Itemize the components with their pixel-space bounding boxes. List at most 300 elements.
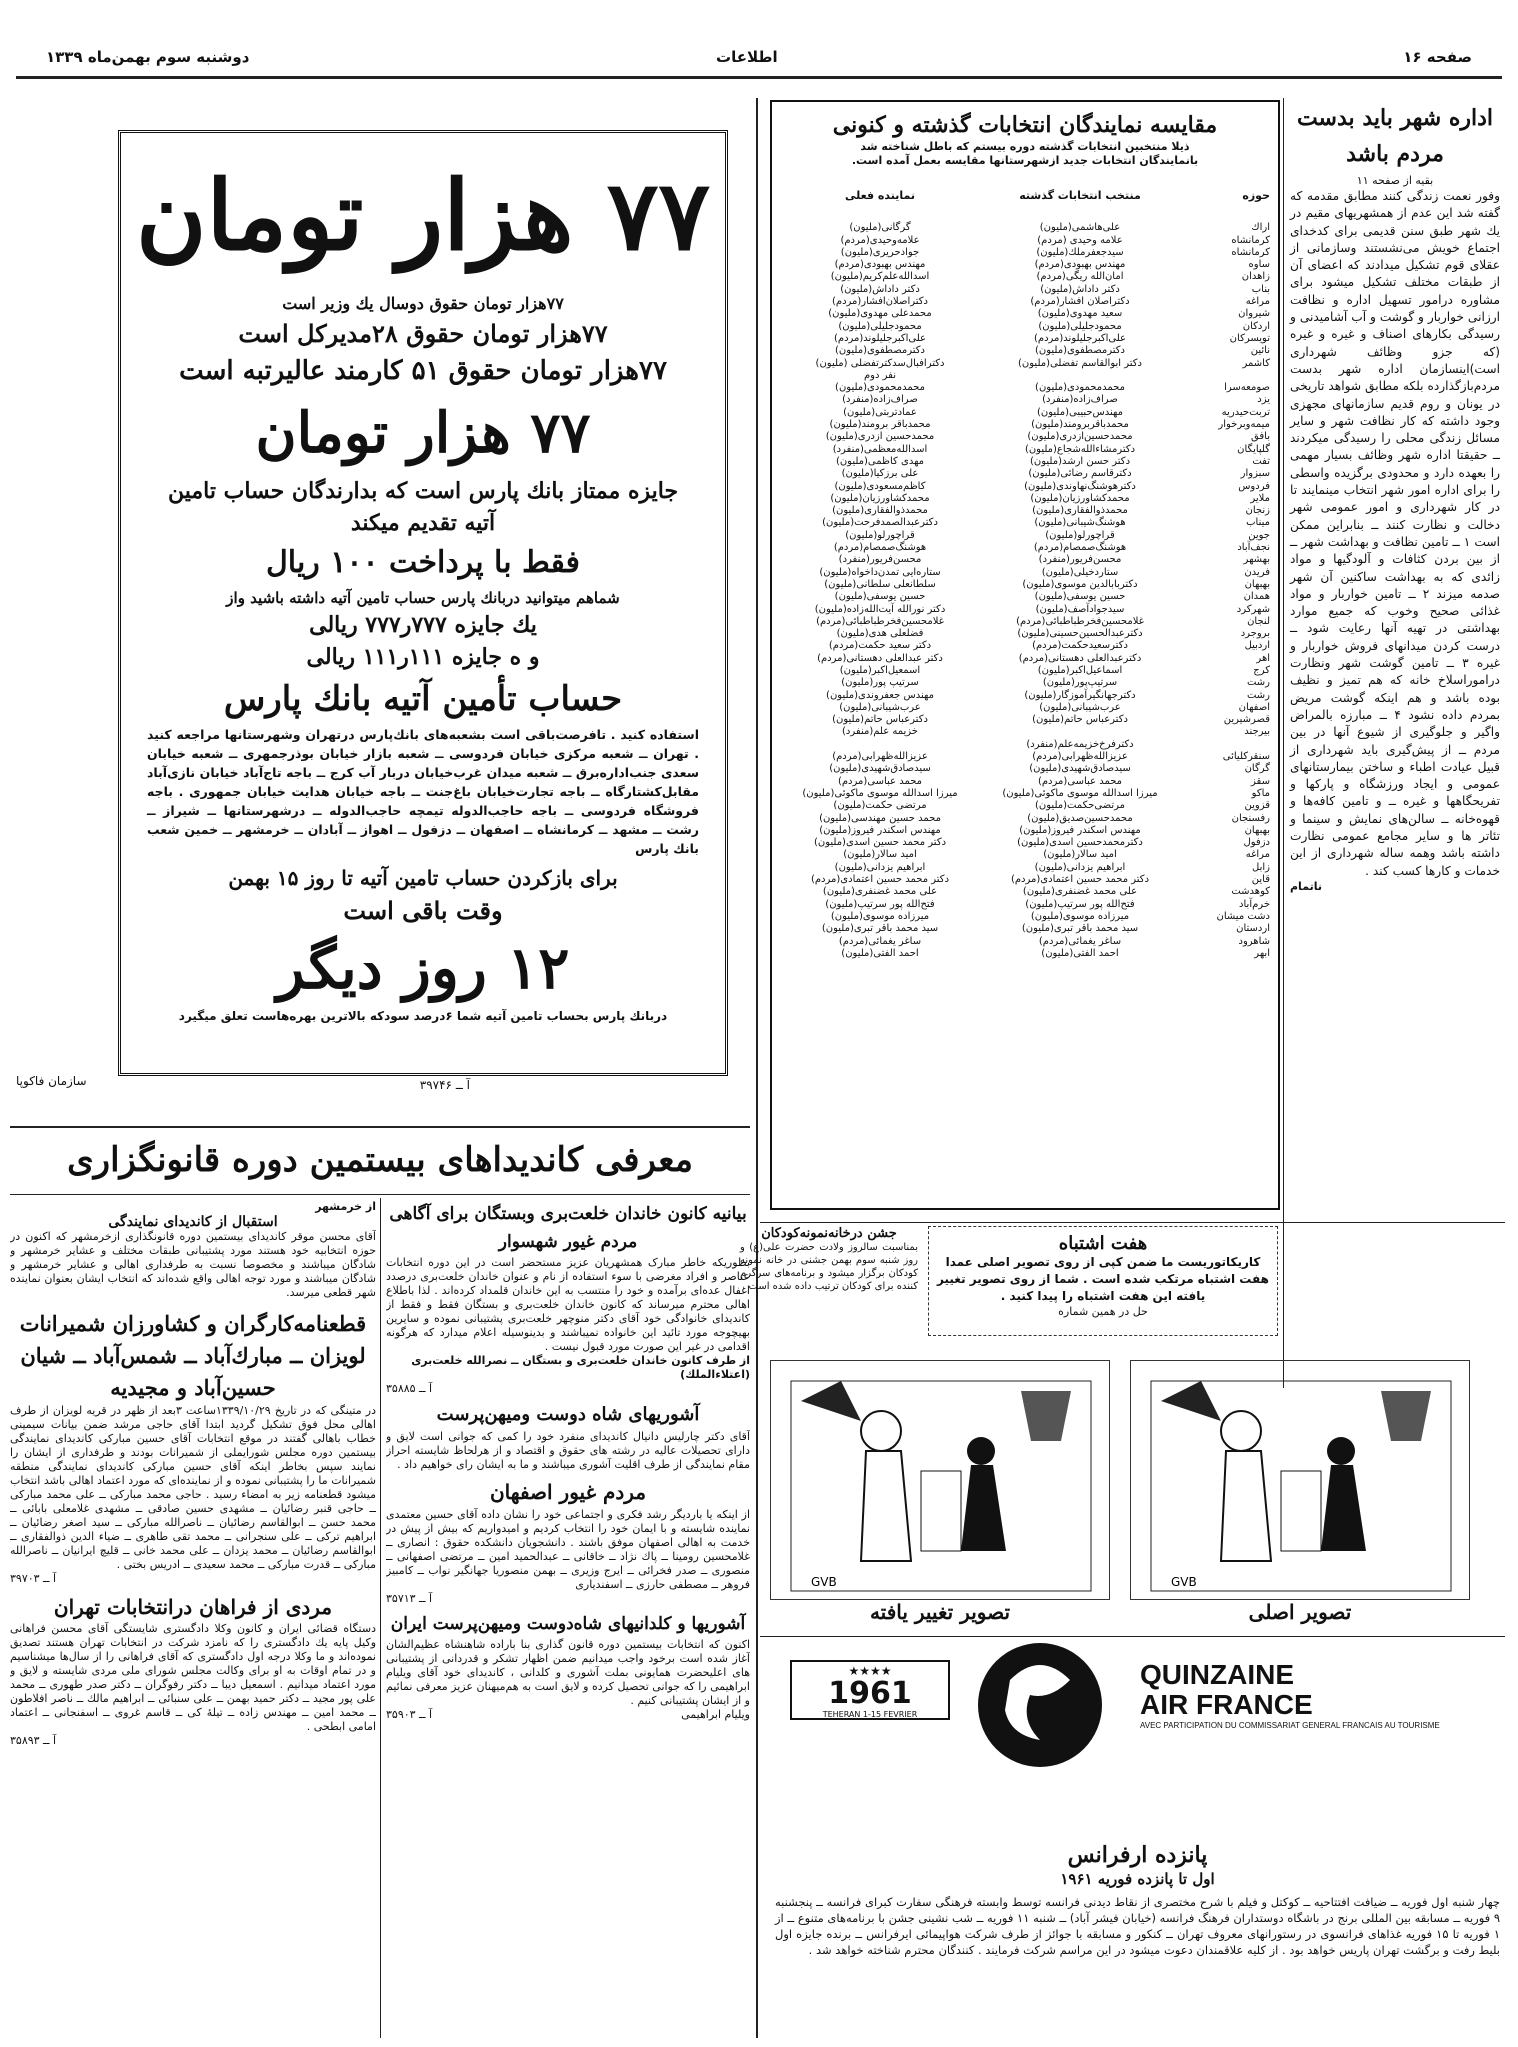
- section-rule: [760, 1636, 1505, 1637]
- row-current: اسدالله‌معظمی(منفرد): [832, 443, 928, 455]
- comparison-row: [780, 677, 1270, 689]
- row-previous: حسین یوسفی(ملیون): [1034, 591, 1126, 603]
- row-current: [780, 739, 980, 751]
- khorram-sub: استقبال از کاندیدای نمایندگی: [108, 1214, 278, 1230]
- airfrance-fa-body: چهار شنبه اول فوریه ــ ضیافت افتتاحیه ــ کوکتل و فیلم با شرح مختصری از نقاط دیدنی فرانسه توسط وابسته فرهنگی سفارت کبرای فرانسه ــ پنجشنبه ۹ فوریه ــ مسابقه بین المللی برنج در باشگاه دوستداران فرهنگ فرانسه (خیابان فیشر آباد) ــ شنبه ۱۱ فوریه ــ شب نشینی جشن با برنامه‌های متنوع ــ از ۱ فوریه تا ۱۵ فوریه غذاهای فرانسوی در رستورانهای معروف تهران ــ کنکور و مسابقه با جوائز از طرف شرکت هواپیمائی ایرفرانس ــ برنده جایزه اول بلیط رفت و برگشت تهران پاریس خواهد بود . از کلیه علاقمندان دعوت میشود در این مراسم شرکت فرمایند . کنندگان محترم شناخته خواهد شد .: [775, 1895, 1501, 1957]
- resolution-body: در متینگی که در تاریخ ۱۳۳۹/۱۰/۲۹ساعت ۳بعد از ظهر در قریه لویزان از طرف اهالی محل فوق تشکیل گردید ابتدا آقای حاجی مرشد ضمن بیانات سیمینی خطاب باهالی گفتند در موقع انتخابات آقای حسین مبارکی کاندیدای نمایندگی بیستمین دوره مجلس شورایملی از شمیرانات بودند و طرفداری از ایشان را نمایند سپس بخاطر اینکه آقای حسین مبارکی کاندیدای نمایندگی منطقه شمیرانات ما را پشتیبانی نموده و از نماینده‌ای که مورد اعتماد اهالی باشد انتخاب میشود قطعنامه زیر به امضاء رسید . حاجی محمد مبارکی ــ علی محمد مبارکی ــ حاجی قنبر رضائیان ــ مشهدی حسین صادقی ــ مشهدی غلامعلی بابائی ــ محمد حسن ــ ابوالقاسم رضائیان ــ ناصرالله مبارکی ــ سید اصغر رضائیان ــ ابراهیم ترکی ــ علی سنجرانی ــ محمد تقی طاهری ــ ضیاء الدین ذوالفقاری ــ ابوالقاسم رضائیان ــ محمد یزدان ــ علی محمد خانی ــ قلیچ ایرانیان ــ ناصرالله مبارکی ــ قدرت مبارکی ــ محمد سعیدی ــ ادریس بختی .: [10, 1404, 376, 1571]
- comparison-row: [780, 542, 1270, 554]
- globe-logo: [950, 1640, 1130, 1770]
- row-previous: دکترعبدالحسین‌حسینی(ملیون): [1017, 628, 1143, 640]
- row-previous: سید محمد باقر تبری(ملیون): [1021, 923, 1139, 935]
- row-current: مرتضی حکمت(ملیون): [833, 800, 927, 812]
- row-previous: ساغر یغمائی(مردم): [1038, 935, 1122, 947]
- airfrance-year-box: [790, 1660, 950, 1720]
- airfrance-stars: ★★★★: [848, 1664, 892, 1678]
- row-current: دکترافبال‌سدکتر‌تفضلی (ملیون): [815, 357, 945, 369]
- row-previous: هوشنگ‌شیبانی(ملیون): [1034, 517, 1126, 529]
- row-current: میرزا اسدالله موسوی ماکوئی(ملیون): [802, 787, 958, 799]
- row-previous: امید سالار(ملیون): [1043, 849, 1117, 861]
- row-current: فضلعلی هدی(ملیون): [836, 628, 924, 640]
- row-district: گرگان: [1244, 763, 1270, 775]
- comparison-row: [780, 849, 1270, 861]
- row-previous: عزیزالله‌ظهرابی(مردم): [1032, 751, 1128, 763]
- row-previous: دکترمحمدحسین اسدی(ملیون): [1017, 837, 1143, 849]
- row-previous: [980, 370, 1180, 382]
- ad-big-title: ۷۷ هزار تومان: [135, 159, 711, 272]
- ad-foot: دربانك پارس بحساب تامین آتیه شما ۶درصد سودکه بالاترین بهره‌هاست تعلق میگیرد: [178, 1009, 668, 1023]
- row-district: مراغه: [1245, 849, 1270, 861]
- row-previous: دکترجهانگیرآموزگار(ملیون): [1024, 689, 1136, 701]
- comparison-row: [780, 394, 1270, 406]
- row-district: شیروان: [1238, 308, 1270, 320]
- row-district: قاین: [1251, 874, 1270, 886]
- row-previous: هوشنگ‌صمصام(مردم): [1033, 542, 1127, 554]
- row-previous: علامه وحیدی (مردم): [1037, 234, 1123, 246]
- row-previous: ستاردخیلی(ملیون): [1041, 566, 1119, 578]
- row-district: دزفول: [1243, 837, 1270, 849]
- row-previous: محمدباقربرومند(ملیون): [1031, 419, 1129, 431]
- header-previous: منتخب انتخابات گذشته: [1019, 189, 1141, 202]
- row-current: محمودجلیلی(ملیون): [838, 320, 922, 332]
- jashn-title: جشن درخانه‌نمونه‌کودکان: [761, 1226, 897, 1241]
- row-previous: میرزا اسدالله موسوی ماکوئی(ملیون): [1002, 787, 1158, 799]
- row-current: دکترعبدالصمدفرحت(ملیون): [822, 517, 938, 529]
- row-district: صومعه‌سرا: [1224, 382, 1270, 394]
- comparison-row: [780, 271, 1270, 283]
- row-current: محمدذوالفقاری(ملیون): [832, 505, 928, 517]
- row-current: اسدالله‌علم‌کریم(ملیون): [830, 271, 930, 283]
- row-district: کرج: [1253, 664, 1270, 676]
- city-author: ناتمام: [1290, 879, 1322, 893]
- row-district: رفسنجان: [1231, 812, 1270, 824]
- comparison-row: [780, 579, 1270, 591]
- row-current: محمدکشاورزیان(ملیون): [830, 492, 930, 504]
- row-current: گرگانی(ملیون): [849, 222, 911, 234]
- comparison-row: [780, 554, 1270, 566]
- row-district: بهشهر: [1243, 554, 1270, 566]
- comparison-row: [780, 886, 1270, 898]
- caption-original: تصویر اصلی: [1248, 1600, 1352, 1624]
- comparison-rows: [780, 222, 1270, 960]
- row-current: دکتر نورالله آیت‌الله‌زاده(ملیون): [814, 603, 946, 615]
- row-previous: مرتضی‌حکمت(ملیون): [1035, 800, 1125, 812]
- row-current: نفر دوم: [863, 369, 896, 381]
- row-previous: سرتیپ‌پور(ملیون): [1042, 677, 1118, 689]
- row-previous: محسن‌فریور(منفرد): [1038, 554, 1122, 566]
- row-district: کاشمر: [1242, 357, 1270, 369]
- row-current: عزیزالله‌ظهرابی(مردم): [832, 751, 928, 763]
- ad-agency: سازمان فاکوپا: [16, 1074, 87, 1088]
- comparison-row: [780, 530, 1270, 542]
- row-current: دکتر داداش(ملیون): [840, 283, 920, 295]
- row-previous: محمدحسین‌صدیق(ملیون): [1027, 812, 1133, 824]
- row-district: شهرکرد: [1236, 603, 1270, 615]
- column-divider: [756, 98, 758, 2038]
- row-current: جوادحریری(ملیون): [840, 246, 920, 258]
- row-previous: دکتربابالدین موسوی(ملیون): [1022, 578, 1138, 590]
- svg-text:GVB: GVB: [1171, 1575, 1197, 1589]
- row-district: فردوس: [1238, 480, 1270, 492]
- farahan-title: مردی از فراهان درانتخابات تهران: [53, 1595, 333, 1619]
- ad-prize-1: یك جایزه ۷۷۷ر۷۷۷ ریالی: [309, 612, 537, 638]
- row-district: زابل: [1252, 861, 1270, 873]
- ad-mid-title: ۷۷ هزار تومان: [255, 400, 591, 466]
- row-district: سقز: [1251, 775, 1270, 787]
- paper-name: اطلاعات: [716, 48, 778, 66]
- city-article: [1290, 100, 1500, 1370]
- header-current: نماینده فعلی: [845, 189, 915, 202]
- row-previous: سیدجعفرملك(ملیون): [1036, 246, 1124, 258]
- row-current: ساغر یغمائی(مردم): [838, 935, 922, 947]
- comparison-row: [780, 923, 1270, 935]
- row-previous: سعید مهدوی(ملیون): [1037, 308, 1123, 320]
- row-previous: علی‌اکبرجلیلوند(مردم): [1033, 332, 1127, 344]
- row-district: ماکو: [1251, 787, 1270, 799]
- row-district: قصرشیرین: [1223, 714, 1270, 726]
- comparison-row: [780, 235, 1270, 247]
- row-current: احمد الفتی(ملیون): [841, 947, 919, 959]
- row-current: قراچورلو(ملیون): [845, 529, 915, 541]
- row-previous: ابراهیم یزدانی(ملیون): [1034, 861, 1126, 873]
- esfahan-title: مردم غیور اصفهان: [489, 1480, 647, 1504]
- farahan-code: آ ــ ۳۵۸۹۳: [10, 1734, 57, 1747]
- comparison-row: [780, 431, 1270, 443]
- row-previous: دکترقاسم رضائی(ملیون): [1028, 468, 1132, 480]
- comparison-row: [780, 948, 1270, 960]
- row-district: تفت: [1252, 455, 1270, 467]
- seven-mistakes-box: [928, 1226, 1278, 1336]
- row-district: میناب: [1246, 517, 1270, 529]
- banner-rule: [10, 1126, 750, 1128]
- row-district: گلپایگان: [1237, 443, 1270, 455]
- row-district: قزوین: [1244, 800, 1270, 812]
- row-district: کوهدشت: [1231, 886, 1270, 898]
- row-previous: محمدذوالفقاری(ملیون): [1032, 505, 1128, 517]
- row-district: شاهرود: [1238, 935, 1270, 947]
- masthead: [16, 0, 1502, 90]
- ashuri-title: آشوریهای شاه دوست ومیهن‌پرست: [436, 1404, 700, 1425]
- row-current: عرب‌شیبانی(ملیون): [839, 701, 921, 713]
- row-district: بیرجند: [1244, 726, 1270, 738]
- row-current: دکترعباس حاتم(ملیون): [832, 714, 928, 726]
- ad-line: ۷۷هزار تومان حقوق ۵۱ کارمند عالیرتبه است: [179, 356, 667, 386]
- khalatbari-sign: از طرف کانون خاندان خلعت‌بری و بستگان ــ نصرالله خلعت‌بری (اعتلاءالملك): [411, 1354, 750, 1381]
- comparison-row: [780, 505, 1270, 517]
- row-current: علی محمد غضنفری(ملیون): [822, 886, 938, 898]
- cartoon-original: [1130, 1360, 1470, 1600]
- row-previous: دکتر محمد حسین اعتمادی(مردم): [1010, 874, 1150, 886]
- ad-code: آ ــ ۳۹۷۴۶: [419, 1078, 470, 1092]
- row-current: سیدصادق‌شهیدی(ملیون): [829, 763, 931, 775]
- row-previous: محمدحسین‌ازدری(ملیون): [1027, 431, 1133, 443]
- comparison-row: [780, 358, 1270, 370]
- row-previous: دکتر داداش(ملیون): [1040, 283, 1120, 295]
- row-current: فتح‌الله پور سرتیپ(ملیون): [825, 898, 935, 910]
- row-district: سبزوار: [1240, 468, 1270, 480]
- comparison-row: [780, 776, 1270, 788]
- ad-remain: وقت باقی است: [343, 896, 503, 925]
- khalatbari-title: بیانیه کانون خاندان خلعت‌بری وبستگان برای آگاهی مردم غیور شهسوار: [389, 1204, 747, 1252]
- row-current: مهندس اسکندر فیروز(ملیون): [819, 824, 941, 836]
- row-previous: قراچورلو(ملیون): [1045, 529, 1115, 541]
- row-current: مهدی کاظمی(ملیون): [835, 455, 925, 467]
- comparison-row: [780, 616, 1270, 628]
- comparison-header: [780, 190, 1270, 202]
- airfrance-year: 1961: [828, 1676, 912, 1711]
- row-current: مهندس جعفروندی(ملیون): [826, 689, 934, 701]
- ashuri2-sign: ویلیام ابراهیمی: [681, 1708, 750, 1721]
- comparison-row: [780, 591, 1270, 603]
- comparison-row: [780, 321, 1270, 333]
- airfrance-ad: [770, 1640, 1505, 1840]
- comparison-row: [780, 653, 1270, 665]
- comparison-row: [780, 247, 1270, 259]
- row-current: محمدحسین ازدری(ملیون): [825, 431, 935, 443]
- candidates-banner: معرفی کاندیداهای بیستمین دوره قانونگزاری: [67, 1140, 693, 1180]
- column-divider: [1283, 98, 1284, 1388]
- comparison-row: [780, 665, 1270, 677]
- row-current: ستاره‌ایی تمدن‌داخواه(ملیون): [819, 566, 941, 578]
- comparison-row: [780, 493, 1270, 505]
- khorram-head: از خرمشهر: [315, 1200, 376, 1213]
- esfahan-body: از اینکه یا باردیگر رشد فکری و اجتماعی خود را نشان داده آقای حسین معتمدی نماینده شایسته و با ایمان خود را انتخاب کردیم و امیدواریم که بیش از پیش در خدمت به اهالی اصفهان موفق باشند . دانشجویان دانشکده حقوق : انصاری ــ غلامحسین رومینا ــ پاك نژاد ــ خاقانی ــ عبدالحمید امین ــ مرتضی اصفهانی ــ منصوری ــ صدر فخرائی ــ ایرج وزیری ــ بهمن منصوریا جهانگیر نواب ــ کامبیز فروهر ــ مصطفی حارزی ــ اسفندیاری: [386, 1508, 750, 1591]
- row-current: میرزاده موسوی(ملیون): [830, 910, 930, 922]
- row-district: سنقرکلیائی: [1222, 751, 1270, 763]
- row-district: اردبیل: [1244, 640, 1270, 652]
- airfrance-tehran: TEHERAN 1-15 FEVRIER: [822, 1710, 918, 1719]
- row-district: تویسرکان: [1229, 332, 1270, 344]
- row-district: کرمانشاه: [1231, 246, 1270, 258]
- row-current: حسین یوسفی(ملیون): [834, 591, 926, 603]
- row-current: اسمعیل‌اکبر(ملیون): [839, 664, 921, 676]
- row-previous: دکترعباس حاتم(ملیون): [1032, 714, 1128, 726]
- airfrance-title: [1140, 1660, 1490, 1732]
- comparison-row: [780, 444, 1270, 456]
- airfrance-title-2: AIR FRANCE: [1140, 1689, 1313, 1720]
- row-previous: محمودجلیلی(ملیون): [1038, 320, 1122, 332]
- comparison-row: [780, 837, 1270, 849]
- ad-desc: شماهم میتوانید دربانك پارس حساب تامین آتیه داشته باشید واز: [226, 589, 620, 607]
- comparison-row: [780, 407, 1270, 419]
- comparison-row: [780, 628, 1270, 640]
- comparison-row: [780, 813, 1270, 825]
- comparison-box: [770, 100, 1280, 1210]
- ad-deadline: برای بازکردن حساب تامین آتیه تا روز ۱۵ بهمن: [228, 866, 618, 890]
- row-previous: محمدمحمودی(ملیون): [1035, 382, 1125, 394]
- right-subcolumn: [386, 1200, 750, 2040]
- row-district: جوین: [1248, 529, 1270, 541]
- row-current: صراف‌زاده(منفرد): [842, 394, 918, 406]
- issue-date: دوشنبه سوم بهمن‌ماه ۱۳۳۹: [46, 48, 250, 66]
- row-district: زنجان: [1245, 505, 1270, 517]
- comparison-row: [780, 825, 1270, 837]
- row-previous: دکترفرخ‌خزیمه‌علم(منفرد): [1026, 738, 1134, 750]
- comparison-row: [780, 714, 1270, 726]
- comparison-row: [780, 800, 1270, 812]
- row-previous: دکتر ابوالقاسم تفضلی(ملیون): [1018, 357, 1142, 369]
- row-current: سرتیپ پور(ملیون): [841, 677, 919, 689]
- comparison-row: [780, 726, 1270, 738]
- row-current: دکترمصطفوی(ملیون): [834, 345, 926, 357]
- row-district: اراك: [1251, 222, 1270, 234]
- comparison-row: [780, 370, 1270, 382]
- row-district: فریدن: [1244, 566, 1270, 578]
- comparison-row: [780, 739, 1270, 751]
- row-previous: علی محمد غضنفری(ملیون): [1022, 886, 1138, 898]
- row-district: مراغه: [1245, 296, 1270, 308]
- row-district: رشت: [1246, 689, 1270, 701]
- row-district: نجف‌آباد: [1237, 542, 1270, 554]
- row-district: کرمانشاه: [1231, 234, 1270, 246]
- row-previous: عرب‌شیبانی(ملیون): [1039, 701, 1121, 713]
- row-district: نائین: [1250, 345, 1270, 357]
- cartoon-original-drawing: [1131, 1361, 1471, 1601]
- row-district: ملایر: [1250, 492, 1270, 504]
- row-district: خرم‌آباد: [1239, 898, 1270, 910]
- row-district: اردستان: [1236, 923, 1270, 935]
- row-previous: صراف‌زاده(منفرد): [1042, 394, 1118, 406]
- banner-rule: [10, 1194, 750, 1195]
- row-previous: دکتراصلان افشار(مردم): [1030, 296, 1130, 308]
- row-district: بناب: [1251, 283, 1270, 295]
- row-previous: میرزاده موسوی(ملیون): [1030, 910, 1130, 922]
- comparison-row: [780, 604, 1270, 616]
- resolution-code: آ ــ ۳۹۷۰۳: [10, 1572, 57, 1585]
- comparison-title: مقایسه نمایندگان انتخابات گذشته و کنونی: [832, 112, 1218, 138]
- farahan-body: دستگاه قضائی ایران و کانون وکلا دادگستری شایستگی آقای محسن فراهانی وکیل پایه یك دادگستری را که نامزد شرکت در انتخابات تهران هستند تصدیق نموده‌اند و ما وکلا درجه اول دادگستری که آقای فراهانی را از سال‌ها میشناسیم و در تمام اوقات به او برای وکالت مجلس شورای ملی مردی شایسته و لایق و مورد اعتماد میدانیم . اسمعیل دیبا ــ دکتر رفوگران ــ دکتر صدر طهوری ــ محمد علی پور مجید ــ دکتر حمید بهمن ــ علی سنبائی ــ ابراهیم مالك ــ ناصر افلاطون ــ محمد امین ــ مهندس زاده ــ تیلهٔ کی ــ قاسم غروی ــ اسفنجانی ــ اعتماد امامی ابطحی .: [10, 1622, 376, 1733]
- row-current: محمدباقر برومند(ملیون): [829, 419, 931, 431]
- row-district: دشت میشان: [1216, 910, 1270, 922]
- row-current: دکتر عبدالعلی دهستانی(مردم): [817, 652, 943, 664]
- comparison-row: [780, 911, 1270, 923]
- cartoon-changed: [770, 1360, 1110, 1600]
- header-district: حوزه: [1242, 189, 1270, 202]
- ad-branches: استفاده کنید . تافرصت‌باقی است بشعبه‌های بانك‌پارس درتهران وشهرستانها مراجعه کنید . تهران ــ شعبه مرکزی خیابان فردوسی ــ شعبه بازار خیابان بوذرجمهری ــ شعبه خیابان سعدی جنب‌اداره‌برق ــ شعبه میدان غرب‌خیابان دربار آب کرج ــ باجه تاج‌آباد خیابان نازی‌آباد مقابل‌کشتارگاه ــ باجه تجارت‌خیابان باغ‌جنت ــ باجه خیابان هدایت خیابان جمهوری . باجه فروشگاه فردوسی ــ باجه حاجب‌الدوله تیمچه حاجب‌الدوله ــ درشهرستانها ــ شیراز ــ رشت ــ مشهد ــ کرمانشاه ــ اصفهان ــ دزفول ــ اهواز ــ آبادان ــ خرمشهر ــ خمین شعب بانك پارس: [147, 727, 699, 856]
- airfrance-fa-title: پانزده ارفرانس: [1067, 1842, 1208, 1868]
- row-current: علی‌اکبرجلیلوند(مردم): [833, 332, 927, 344]
- row-previous: احمد الفتی(ملیون): [1041, 947, 1119, 959]
- section-rule: [760, 1222, 1505, 1223]
- ad-prize: جایزه ممتاز بانك پارس است که بدارندگان حساب تامین آتیه تقدیم میکند: [167, 478, 679, 536]
- ashuri2-body: اکنون که انتخابات بیستمین دوره قانون گذاری بنا باراده شاهنشاه عظیم‌الشان آغاز شده است برخود واجب میدانیم ضمن اظهار تشکر و قدردانی از پشتیبانی های اعلیحضرت همایونی بملت آشوری و کلدانی ، کاندیدای خود آقای ویلیام ابراهیمی را که جوانی تحصیل کرده و لایق است به هم‌میهنان عزیز معرفی نمائیم و از ایشان پشتیبانی کنیم .: [386, 1638, 750, 1707]
- row-district: ساوه: [1248, 259, 1270, 271]
- row-previous: [980, 726, 1180, 738]
- row-district: اصفهان: [1238, 701, 1270, 713]
- row-previous: سیدصادق‌شهیدی(ملیون): [1029, 763, 1131, 775]
- cartoon-changed-drawing: [771, 1361, 1111, 1601]
- row-district: زاهدان: [1241, 271, 1270, 283]
- row-current: کاظم‌مسعودی(ملیون): [834, 480, 926, 492]
- row-district: لنجان: [1247, 615, 1270, 627]
- comparison-row: [780, 702, 1270, 714]
- row-current: دکتر محمد حسین اعتمادی(مردم): [810, 874, 950, 886]
- comparison-row: [780, 874, 1270, 886]
- row-current: محسن‌فریور(منفرد): [838, 554, 922, 566]
- bank-pars-ad: [118, 130, 728, 1076]
- ashuri-body: آقای دکتر چارلیس دانیال کاندیدای منفرد خود را کمی که جوانی است لایق و دارای تحصیلات عالیه در رشته های حقوق و اقتصاد و از هرلحاظ شایسته احراز مقام نمایندگی از طرف اقلیت آشوری میباشند و ما به ایشان رای خواهیم داد .: [386, 1430, 750, 1471]
- left-subcolumn: [10, 1200, 376, 2040]
- comparison-row: [780, 296, 1270, 308]
- comparison-row: [780, 936, 1270, 948]
- city-body: وفور نعمت زندگی کنند مطابق مقدمه که گفته شد این عدم از همشهریهای مقیم در یك شهر طبق سنن قدیمی برای کدخدای اجتماع خویش می‌نشستند وسازمانی از عقلای قوم تشکیل میدادند که اعضای آن از طبقات مختلف تشکیل میشود برای مشاوره درامور تسهیل اداره و نظافت ارزانی خواربار و گوشت و آب آشامیدنی و رسیدگی بکارهای اصناف و غیره و غیره (که جزو وظائف شهرداری است)اینسازمان اداره شهر بدست مردم‌بازگذارده بلکه مطابق شواهد تاریخی در یونان و روم قدیم سازمانهای مجهزی وجود داشته که کار نظافت شهر و سایر مسائل زندگی محلی را رسیدگی میکردند ــ حقیقتا اداره شهر وظائف بسیار مهمی را بعهده دارد و محدودی برگزیده واسطی را برای اداره امور شهر انتخاب مینمایند تا در کار شهرداری و امور عمومی شهر دخالت و نظارت کنند ــ بنابراین ممکن است ۱ ــ تامین نظافت و بهداشت شهر ــ از بین بردن کثافات و آلودگیها و مواد زائدی که به بهداشت ساکنین آن شهر صدمه میزند ۲ ــ تامین خواربار و مواد غذائی صحیح وخوب که جمیع موارد بهداشتی در تهیه آنها رعایت شود ــ درست کردن میدانهای فروش خواربار و غیره ۳ ــ تامین گوشت شهر ونظارت دراموراسلاخ خانه که هم تمیز و نظیف بوده باشد و هم اینکه گوشت مریض بمردم داده نشود ۴ ــ مبارزه بالمراض واگیر و جلوگیری از شیوع آنها در بین مردم ــ از پیش‌گیری باید شهرداری از قبیل عیادت اطباء و ساختن بیمارستانهای عمومی و ایجاد ورزشگاه و پارکها و تفریحگاهها و غیره ــ و تامین کافه‌ها و قهوه‌خانه ــ سالن‌های نمایش و سینما و تئاتر ها و سایر مجامع عمومی نظارت داشته باشد وهمه ساله شهرداری از این خدمات و کارها کسب کند .: [1290, 189, 1501, 878]
- row-current: محمدعلی مهدوی(ملیون): [828, 308, 932, 320]
- comparison-row: [780, 419, 1270, 431]
- row-current: خزیمه علم(منفرد): [842, 726, 918, 738]
- comparison-row: [780, 788, 1270, 800]
- row-district: ابهر: [1254, 947, 1270, 959]
- row-previous: مهندس بهبودی(مردم): [1034, 259, 1126, 271]
- row-previous: دکتر حسن ارشد(ملیون): [1029, 455, 1131, 467]
- row-current: محمد عباسی(مردم): [837, 775, 923, 787]
- row-previous: دکترهوشنگ‌نهاوندی(ملیون): [1024, 480, 1136, 492]
- row-district: میمه‌وبرخوار: [1218, 419, 1270, 431]
- row-current: ابراهیم یزدانی(ملیون): [834, 861, 926, 873]
- row-current: علی برزکیا(ملیون): [841, 468, 919, 480]
- comparison-row: [780, 763, 1270, 775]
- esfahan-code: آ ــ ۳۵۷۱۳: [386, 1592, 433, 1605]
- row-previous: دکترمشاءالله‌شجاع(ملیون): [1024, 443, 1136, 455]
- row-current: عمادتربتی(ملیون): [843, 406, 917, 418]
- ad-account: حساب تأمین آتیه بانك پارس: [223, 679, 623, 719]
- row-district: بهبهان: [1244, 824, 1270, 836]
- comparison-row: [780, 862, 1270, 874]
- comparison-row: [780, 899, 1270, 911]
- row-current: هوشنگ‌صمصام(مردم): [833, 542, 927, 554]
- row-district: اهر: [1256, 652, 1270, 664]
- airfrance-title-1: QUINZAINE: [1140, 1659, 1294, 1690]
- masthead-rule: [16, 76, 1502, 79]
- jashn-box: [740, 1226, 918, 1293]
- row-current: محمد حسین مهندسی(ملیون): [819, 812, 941, 824]
- comparison-row: [780, 345, 1270, 357]
- row-district: [1180, 739, 1270, 751]
- comparison-row: [780, 222, 1270, 234]
- seven-answer: حل در همین شماره: [1058, 1305, 1148, 1318]
- row-previous: علی‌هاشمی(ملیون): [1039, 222, 1121, 234]
- row-previous: محمدکشاورزیان(ملیون): [1030, 492, 1130, 504]
- comparison-row: [780, 517, 1270, 529]
- row-previous: اسماعیل‌اکبر(ملیون): [1037, 664, 1123, 676]
- row-previous: مهندس اسکندر فیروز(ملیون): [1019, 824, 1141, 836]
- row-current: دکتر سعید حکمت(مردم): [828, 640, 932, 652]
- comparison-row: [780, 308, 1270, 320]
- row-district: اردکان: [1242, 320, 1270, 332]
- row-previous: دکترسعیدحکمت(مردم): [1032, 640, 1128, 652]
- page-number: صفحه ۱۶: [1403, 48, 1472, 66]
- row-current: امید سالار(ملیون): [843, 849, 917, 861]
- caption-changed: تصویر تغییر یافته: [869, 1600, 1011, 1624]
- row-previous: دکترمصطفوی(ملیون): [1034, 345, 1126, 357]
- comparison-row: [780, 456, 1270, 468]
- row-previous: محمد عباسی(مردم): [1037, 775, 1123, 787]
- comparison-row: [780, 481, 1270, 493]
- row-previous: غلامحسین‌فخرطباطبائی(مردم): [1016, 615, 1144, 627]
- row-previous: دکترعبدالعلی دهستانی(مردم): [1018, 652, 1142, 664]
- row-previous: امان‌الله ریگی(مردم): [1036, 271, 1124, 283]
- khorram-body: آقای محسن موقر کاندیدای بیستمین دوره قانونگذاری ازخرمشهر که اکنون در حوزه انتخابیه خود هستند مورد پشتیبانی طبقات مختلف و عشایر خرمشهر و شادگان میباشند و مخصوصا نسبت به طرفداری اهالی و عشایر خرمشهر و شادگان میباشند و مورد توجه اهالی واقع شده‌اند که انتخاب ایشان بعنوان نماینده شهر قطعی میرسد.: [10, 1230, 376, 1299]
- row-current: مهندس بهبودی(مردم): [834, 259, 926, 271]
- seven-body: کاریکاتوریست ما ضمن کپی از روی تصویر اصلی عمدا هفت اشتباه مرتکب شده است . شما از روی تصویر تغییر یافته این هفت اشتباه را پیدا کنید .: [937, 1255, 1269, 1303]
- khalatbari-body: بطوریکه خاطر مبارک همشهریان عزیز مستحضر است در این دوره انتخابات عناصر و افراد مغرضی با سوء استفاده از نام و عنوان خاندان خلعت‌بری درصدد اغفال عده‌ای برآمده و خود را منتسب به این خاندان قلمداد کرده‌اند . لذا باطلاع اهالی محترم میرساند که کانون خاندان خلعت‌بری و بستگان فقط و فقط از کاندیدای خانوادگی خود آقای دکتر منوچهر خلعت‌بری پشتیبانی نموده و سایرین بهیچوجه مورد تائید این خانواده نمیباشند و بدینوسیله اعلام میدارد که هرگونه اقدامی در غیر این صورت مورد قبول نیست .: [386, 1256, 750, 1353]
- city-title: اداره شهر باید بدست مردم باشد: [1296, 105, 1494, 167]
- ad-pay: فقط با پرداخت ۱۰۰ ریال: [266, 545, 580, 580]
- row-current: غلامحسین‌فخرطباطبائی(مردم): [816, 615, 944, 627]
- ad-prize-2: و ه جایزه ۱۱۱ر۱۱۱ ریالی: [306, 644, 540, 670]
- row-previous: فتح‌الله پور سرتیپ(ملیون): [1025, 898, 1135, 910]
- row-current: دکتراصلان‌افشار(مردم): [831, 296, 928, 308]
- comparison-row: [780, 284, 1270, 296]
- row-district: رشت: [1246, 677, 1270, 689]
